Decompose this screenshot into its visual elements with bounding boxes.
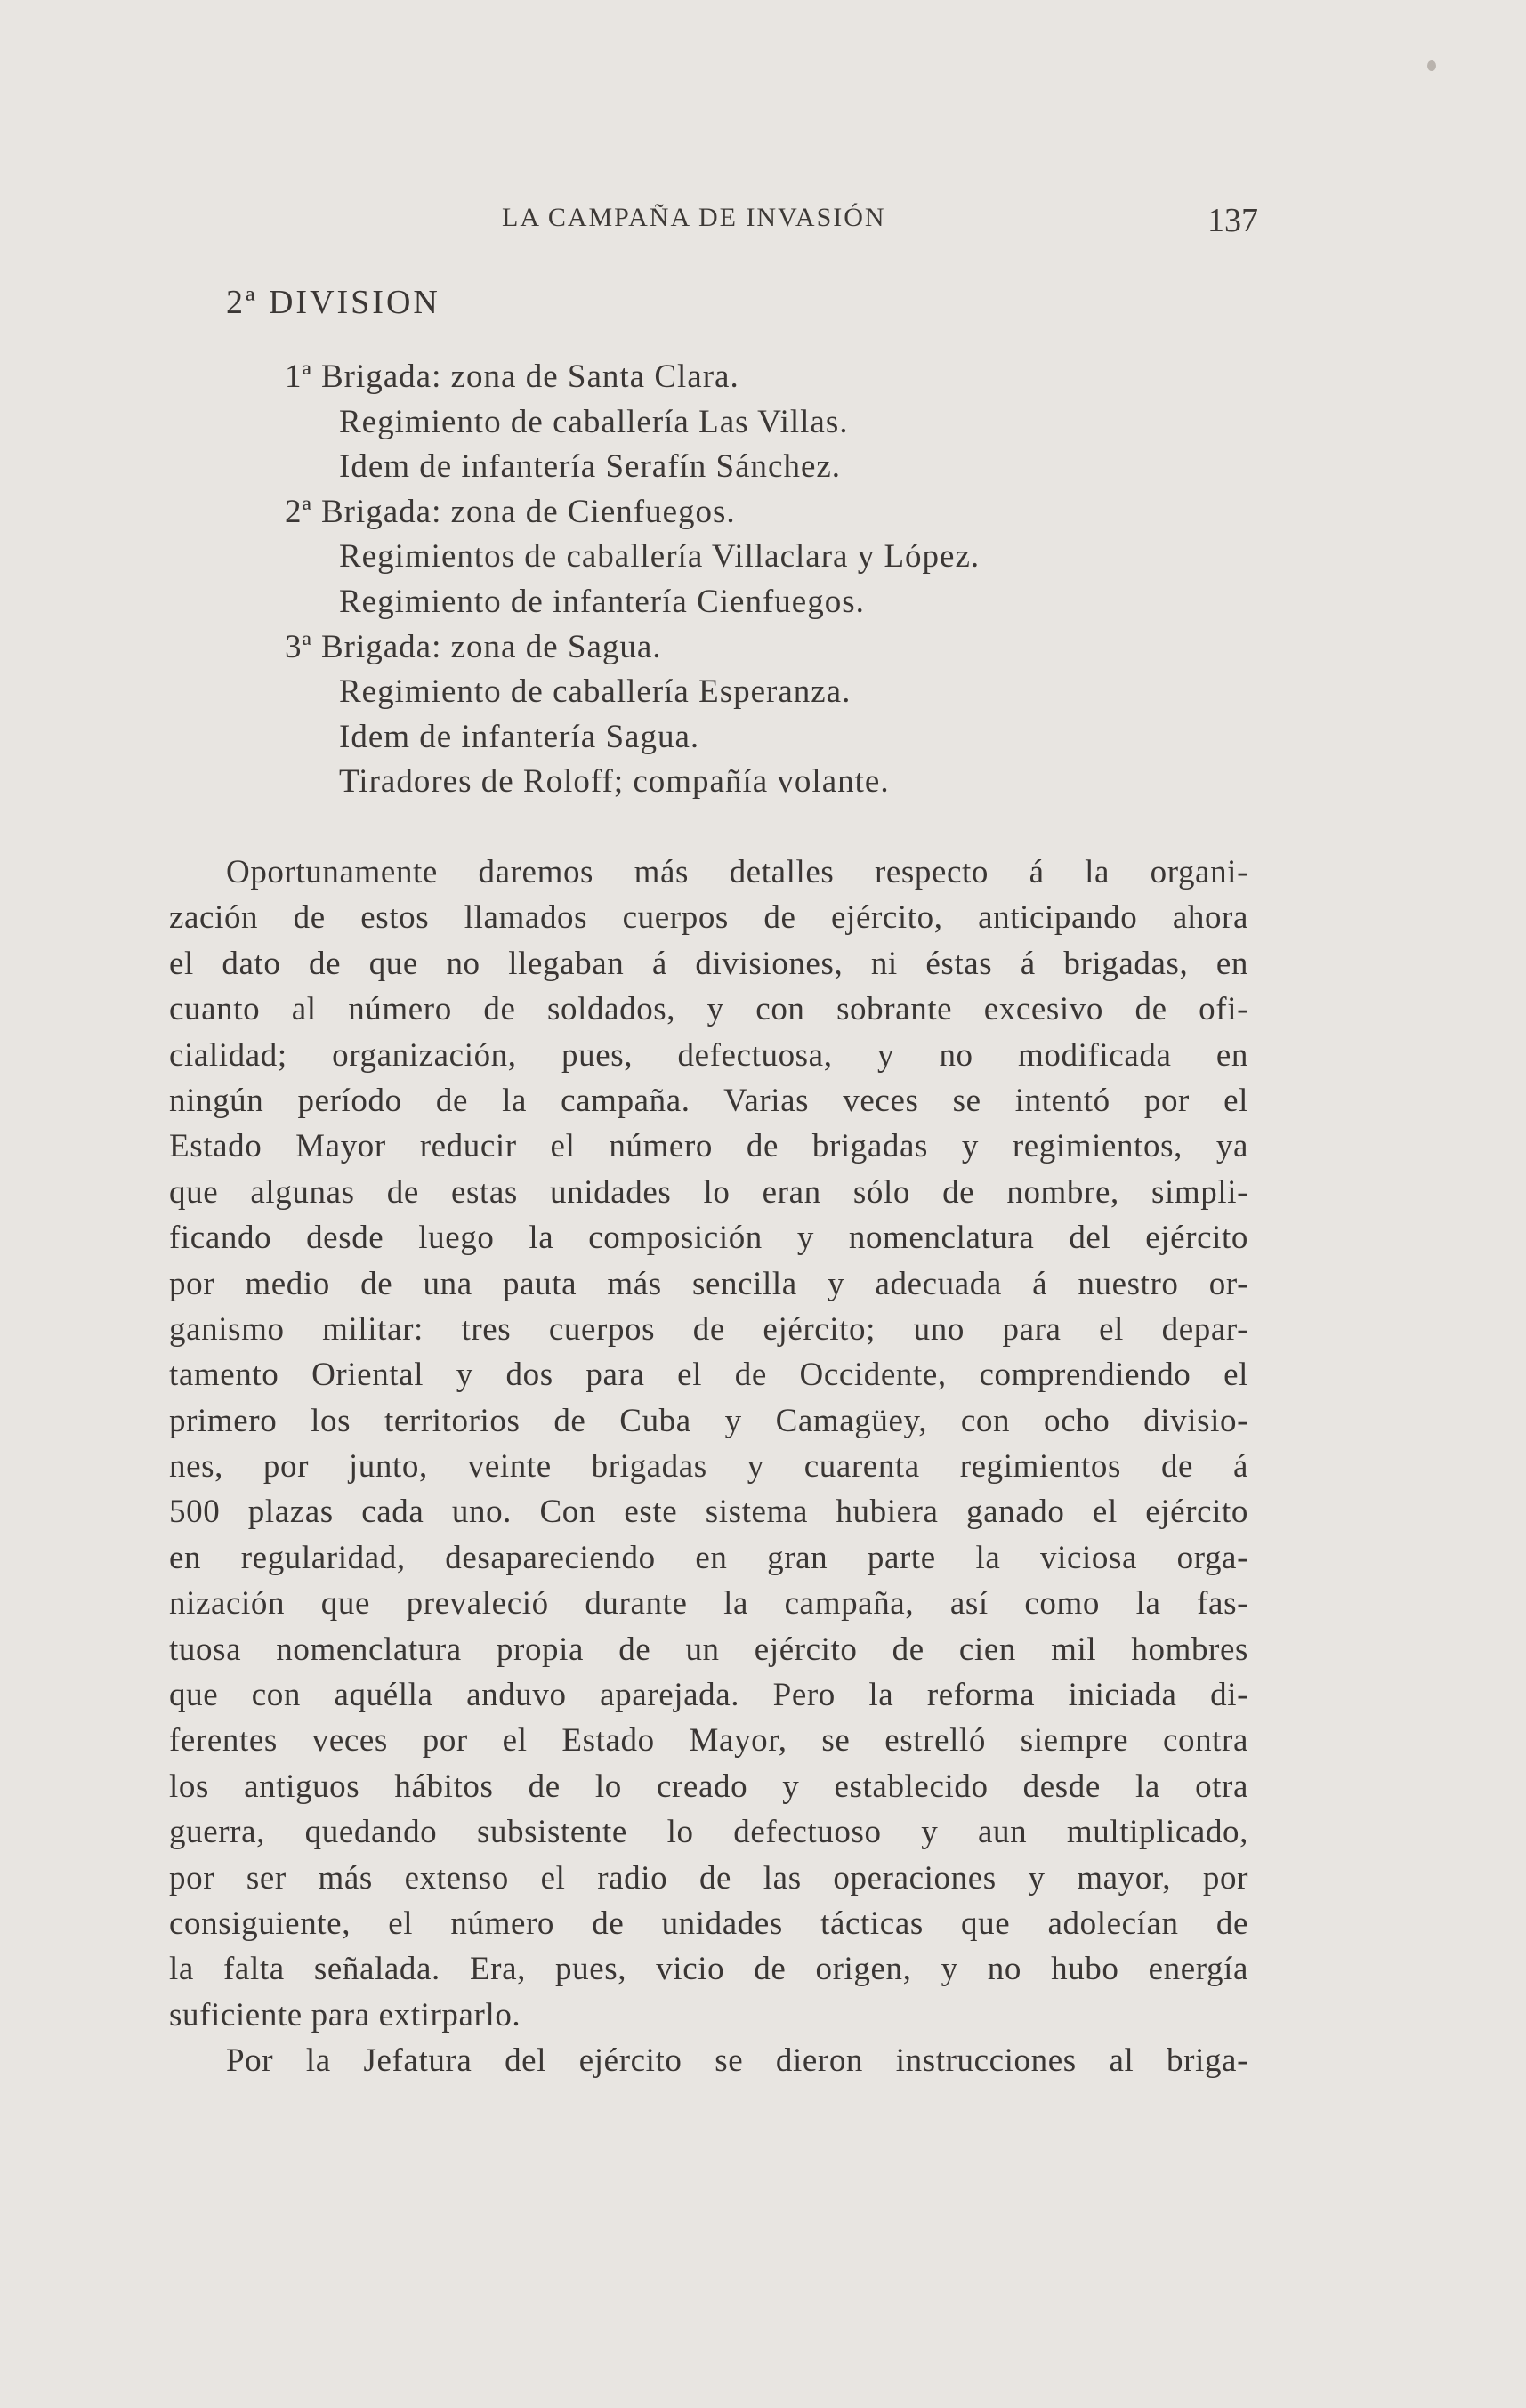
division-heading: 2ª DIVISION <box>226 284 440 321</box>
running-title: LA CAMPAÑA DE INVASIÓN <box>502 203 886 232</box>
body-line: primero los territorios de Cuba y Camagüey, con ocho divisio- <box>169 1402 1248 1439</box>
body-line: cuanto al número de soldados, y con sobrante excesivo de ofi- <box>169 991 1248 1028</box>
body-line: ficando desde luego la composición y nomenclatura del ejército <box>169 1220 1248 1257</box>
body-line: Por la Jefatura del ejército se dieron instrucciones al briga- <box>226 2042 1248 2080</box>
body-text <box>169 850 1248 2084</box>
body-line: ganismo militar: tres cuerpos de ejército; uno para el depar- <box>169 1310 1248 1348</box>
page-number: 137 <box>1207 202 1258 239</box>
regiment-line: Regimientos de caballería Villaclara y López. <box>339 538 981 576</box>
regiment-line: Idem de infantería Sagua. <box>339 718 700 755</box>
regiment-line: Regimiento de caballería Las Villas. <box>339 403 849 440</box>
body-line: por medio de una pauta más sencilla y adecuada á nuestro or- <box>169 1265 1248 1302</box>
body-line: suficiente para extirparlo. <box>169 1996 521 2034</box>
body-line: nes, por junto, veinte brigadas y cuarenta regimientos de á <box>169 1448 1248 1486</box>
body-line: tuosa nomenclatura propia de un ejército de cien mil hombres <box>169 1631 1248 1668</box>
regiment-line: Idem de infantería Serafín Sánchez. <box>339 448 842 486</box>
body-line: 500 plazas cada uno. Con este sistema hubiera ganado el ejército <box>169 1494 1248 1531</box>
body-line: que con aquélla anduvo aparejada. Pero la reforma iniciada di- <box>169 1677 1248 1714</box>
body-line: que algunas de estas unidades lo eran sólo de nombre, simpli- <box>169 1173 1248 1211</box>
body-line: consiguiente, el número de unidades tácticas que adolecían de <box>169 1905 1248 1942</box>
body-line: por ser más extenso el radio de las operaciones y mayor, por <box>169 1859 1248 1897</box>
running-head <box>502 201 1258 246</box>
brigade-line: 3ª Brigada: zona de Sagua. <box>285 628 662 665</box>
body-line: cialidad; organización, pues, defectuosa, y no modificada en <box>169 1036 1248 1074</box>
brigade-line: 1ª Brigada: zona de Santa Clara. <box>285 358 739 395</box>
body-line: tamento Oriental y dos para el de Occidente, comprendiendo el <box>169 1357 1248 1394</box>
body-line: ferentes veces por el Estado Mayor, se estrelló siempre contra <box>169 1722 1248 1760</box>
body-line: guerra, quedando subsistente lo defectuoso y aun multiplicado, <box>169 1814 1248 1851</box>
paper-speck <box>1427 60 1436 71</box>
body-line: el dato de que no llegaban á divisiones, ni éstas á brigadas, en <box>169 945 1248 982</box>
body-line: zación de estos llamados cuerpos de ejército, anticipando ahora <box>169 899 1248 937</box>
body-line: los antiguos hábitos de lo creado y establecido desde la otra <box>169 1768 1248 1805</box>
body-line: Oportunamente daremos más detalles respecto á la organi- <box>226 854 1248 890</box>
brigade-line: 2ª Brigada: zona de Cienfuegos. <box>285 493 736 530</box>
regiment-line: Regimiento de infantería Cienfuegos. <box>339 584 865 620</box>
body-line: la falta señalada. Era, pues, vicio de origen, y no hubo energía <box>169 1951 1248 1988</box>
regiment-line: Regimiento de caballería Esperanza. <box>339 673 852 711</box>
body-line: ningún período de la campaña. Varias veces se intentó por el <box>169 1082 1248 1119</box>
body-line: Estado Mayor reducir el número de brigadas y regimientos, ya <box>169 1128 1248 1165</box>
regiment-line: Tiradores de Roloff; compañía volante. <box>339 763 890 801</box>
body-line: en regularidad, desapareciendo en gran parte la viciosa orga- <box>169 1539 1248 1576</box>
body-line: nización que prevaleció durante la campaña, así como la fas- <box>169 1585 1248 1623</box>
